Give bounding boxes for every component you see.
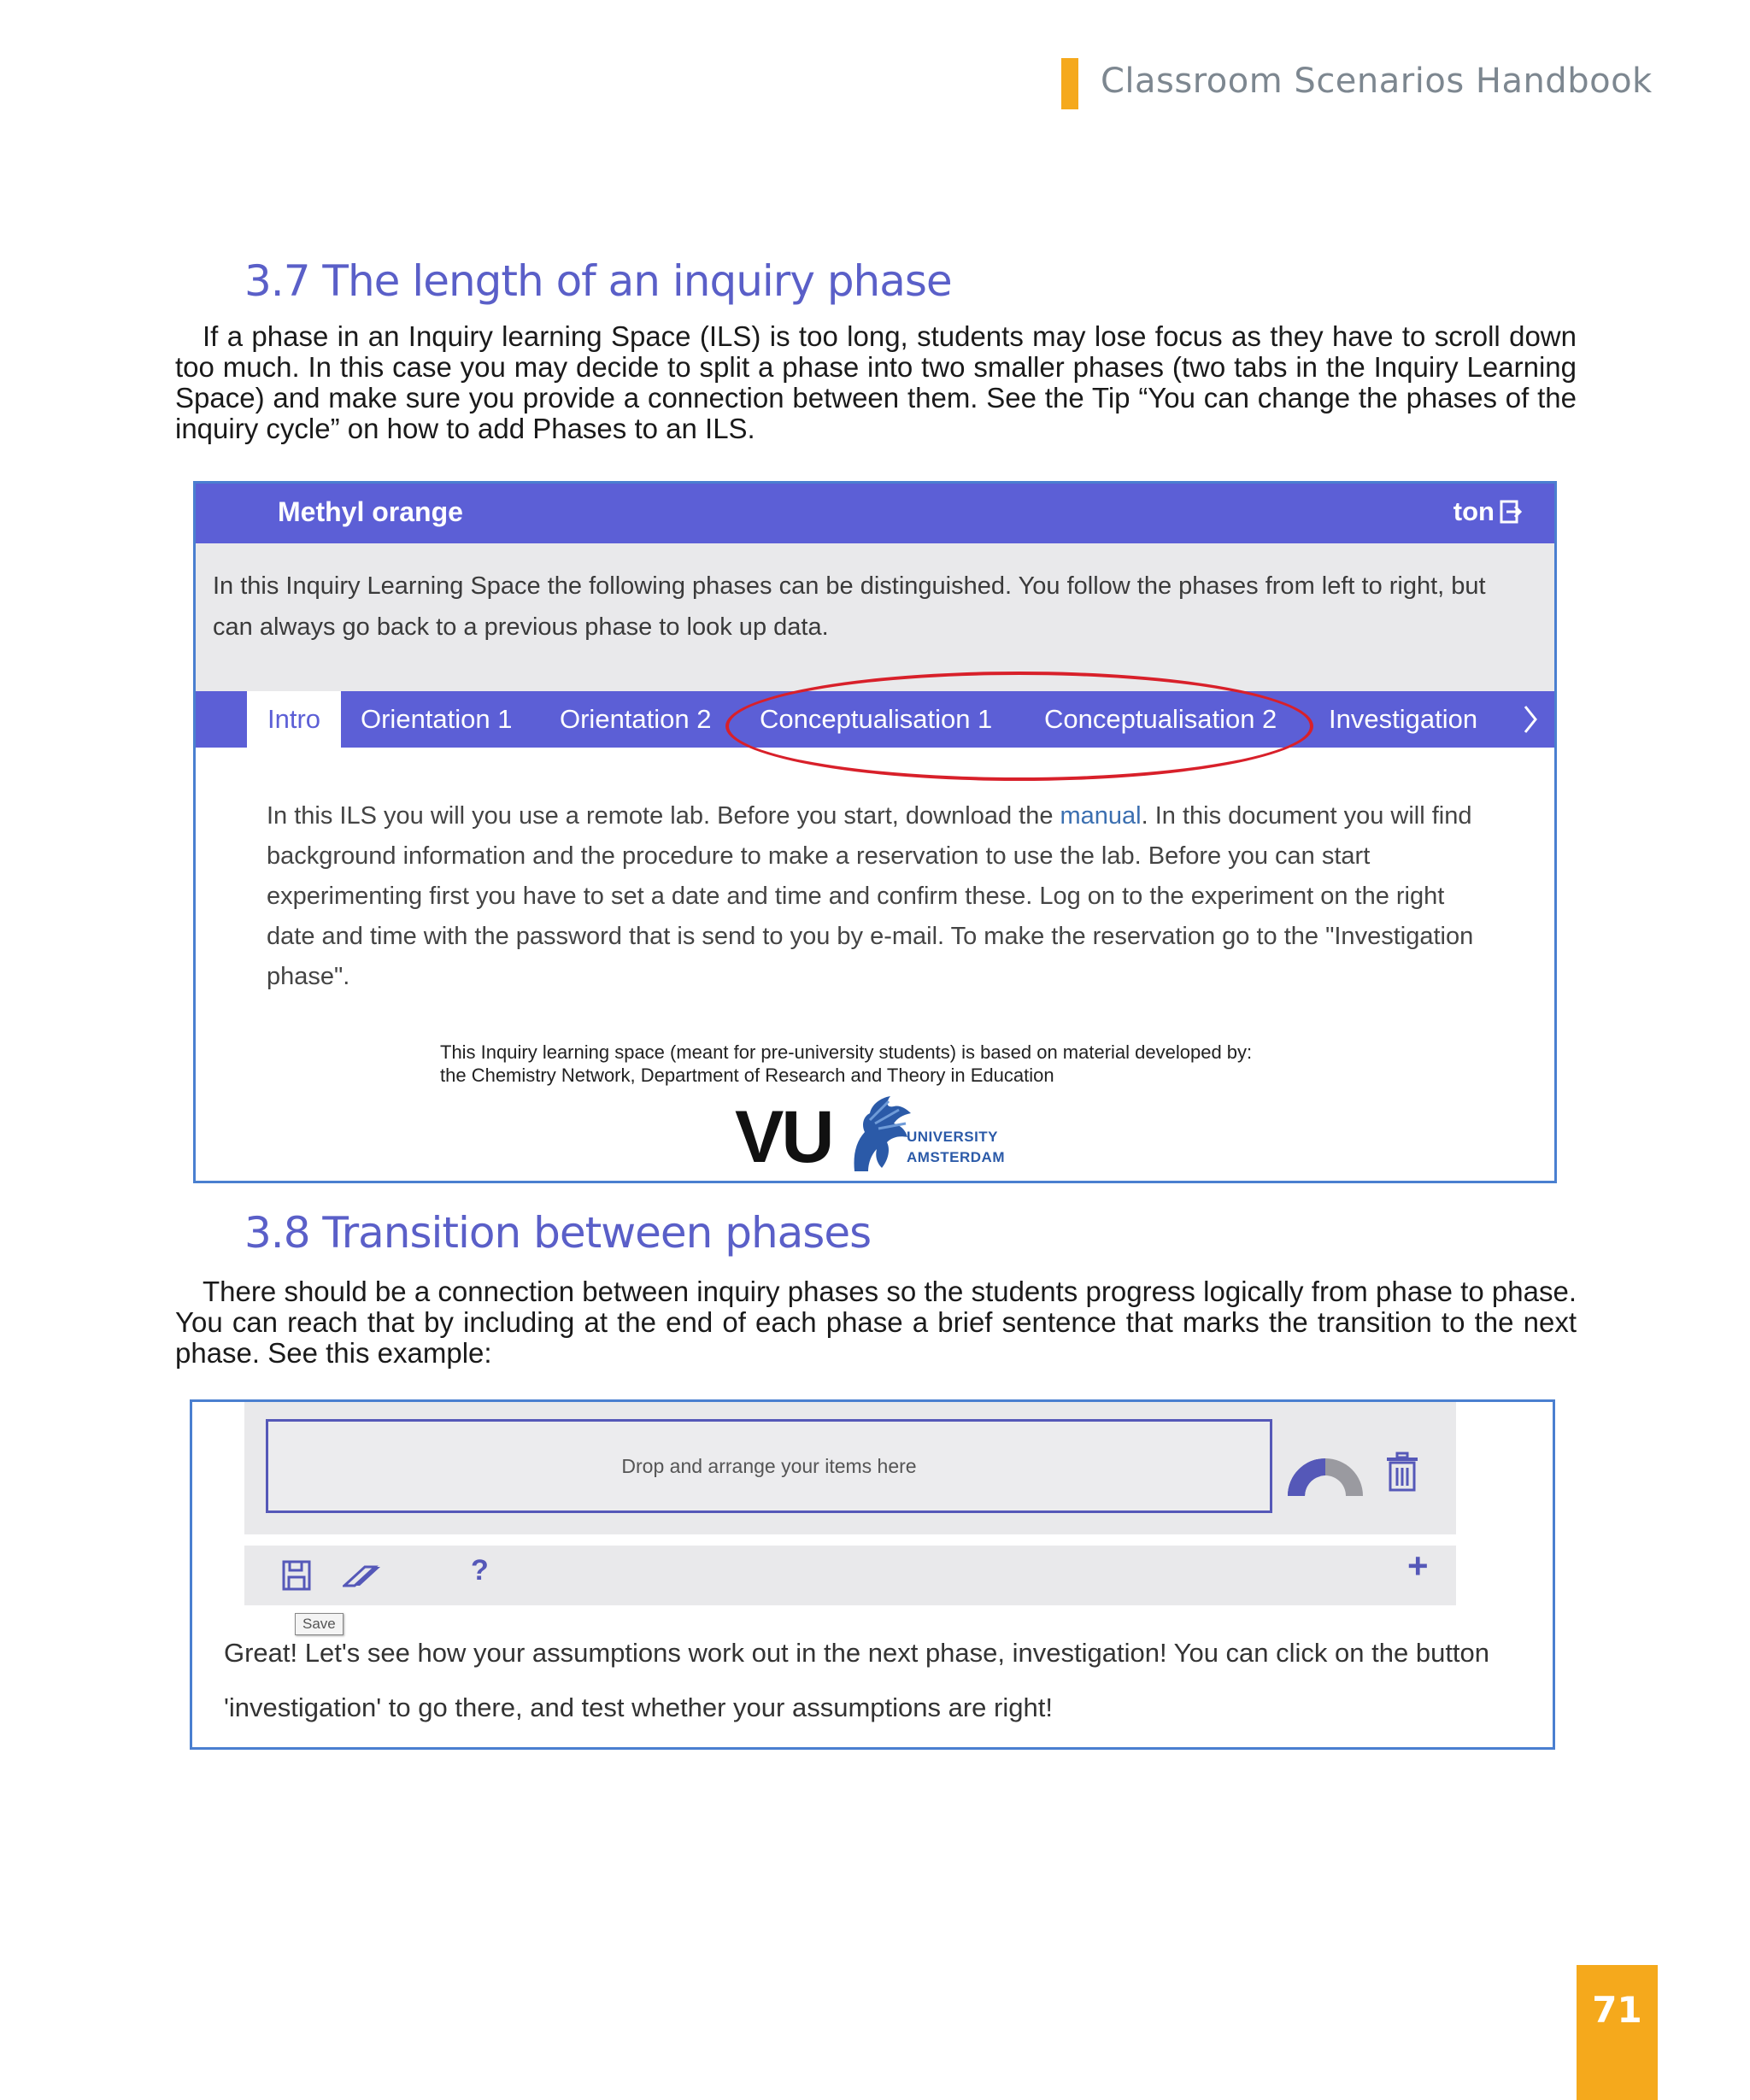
help-icon[interactable]: ? bbox=[471, 1554, 489, 1587]
section-3-8-heading: 3.8 Transition between phases bbox=[244, 1208, 872, 1258]
save-tooltip: Save bbox=[295, 1613, 344, 1635]
ils-body-text-start: In this ILS you will you use a remote lab. Before you start, download the bbox=[267, 802, 1060, 830]
tab-orientation-1[interactable]: Orientation 1 bbox=[361, 704, 513, 734]
vu-logo-letters: VU bbox=[735, 1096, 832, 1178]
page-number-tab bbox=[1577, 1965, 1658, 2100]
ils-credit-line-1: This Inquiry learning space (meant for pre-university students) is based on material developed by: bbox=[440, 1041, 1253, 1063]
tab-orientation-2[interactable]: Orientation 2 bbox=[560, 704, 712, 734]
running-header-title: Classroom Scenarios Handbook bbox=[1101, 62, 1653, 101]
transition-screenshot bbox=[190, 1399, 1555, 1750]
user-avatar-icon bbox=[1283, 1428, 1368, 1499]
ils-user-name[interactable]: ton bbox=[1453, 496, 1495, 526]
vu-logo-text bbox=[907, 1127, 1005, 1168]
tab-conceptualisation-1[interactable]: Conceptualisation 1 bbox=[760, 704, 993, 734]
add-icon[interactable]: + bbox=[1407, 1546, 1429, 1586]
drop-zone-placeholder: Drop and arrange your items here bbox=[621, 1455, 917, 1477]
highlight-oval bbox=[725, 672, 1313, 781]
tab-investigation[interactable]: Investigation bbox=[1329, 704, 1478, 734]
ils-screenshot bbox=[193, 481, 1557, 1183]
manual-link[interactable]: manual bbox=[1060, 802, 1142, 830]
ils-intro-text: In this Inquiry Learning Space the following phases can be distinguished. You follow the phases from left to right, but can always go back to a previous phase to look up data. bbox=[213, 572, 1486, 641]
ils-credit-note bbox=[440, 1041, 1252, 1087]
eraser-icon[interactable] bbox=[343, 1560, 380, 1591]
trash-icon[interactable] bbox=[1385, 1452, 1419, 1493]
vu-logo-line-2: AMSTERDAM bbox=[907, 1149, 1005, 1165]
ils-intro-body bbox=[267, 796, 1497, 997]
vu-amsterdam-logo bbox=[735, 1094, 1042, 1180]
ils-title: Methyl orange bbox=[278, 496, 463, 527]
section-3-7-heading: 3.7 The length of an inquiry phase bbox=[244, 256, 952, 306]
drop-zone[interactable] bbox=[266, 1419, 1272, 1513]
section-3-8-paragraph: There should be a connection between inquiry phases so the students progress logically from phase to phase. You can reach that by including at the end of each phase a brief sentence that marks the transition to the next phase. See this example: bbox=[175, 1276, 1577, 1369]
header-accent-bar bbox=[1061, 58, 1078, 109]
save-icon[interactable] bbox=[282, 1560, 311, 1591]
ils-top-bar bbox=[196, 484, 1554, 543]
logout-icon[interactable] bbox=[1500, 499, 1522, 525]
vu-logo-line-1: UNIVERSITY bbox=[907, 1129, 999, 1145]
page-number: 71 bbox=[1592, 1989, 1642, 2031]
tabs-next-arrow-icon[interactable] bbox=[1506, 691, 1554, 748]
section-3-7-paragraph: If a phase in an Inquiry learning Space (ILS) is too long, students may lose focus as they have to scroll down too much. In this case you may decide to split a phase into two smaller phases (two tabs in the Inquiry Learning Space) and make sure you provide a connection between them. See the Tip “You can change the phases of the inquiry cycle” on how to add Phases to an ILS. bbox=[175, 320, 1577, 444]
transition-message: Great! Let's see how your assumptions work out in the next phase, investigation! You can click on the button 'investigation' to go there, and test whether your assumptions are right! bbox=[224, 1638, 1490, 1722]
ils-body-text-end: . In this document you will find background information and the procedure to make a reservation to use the lab. Before you can start experimenting first you have to set a date and time and confirm these. Log on to the experiment on the right date and time with the password that is send to you by e-mail. To make the reservation go to the "Investigation phase". bbox=[267, 802, 1474, 990]
tab-conceptualisation-2[interactable]: Conceptualisation 2 bbox=[1044, 704, 1277, 734]
toolbar bbox=[244, 1546, 1456, 1605]
tab-intro[interactable]: Intro bbox=[247, 691, 341, 748]
griffin-icon bbox=[837, 1094, 914, 1176]
ils-credit-line-2: the Chemistry Network, Department of Research and Theory in Education bbox=[440, 1065, 1054, 1086]
